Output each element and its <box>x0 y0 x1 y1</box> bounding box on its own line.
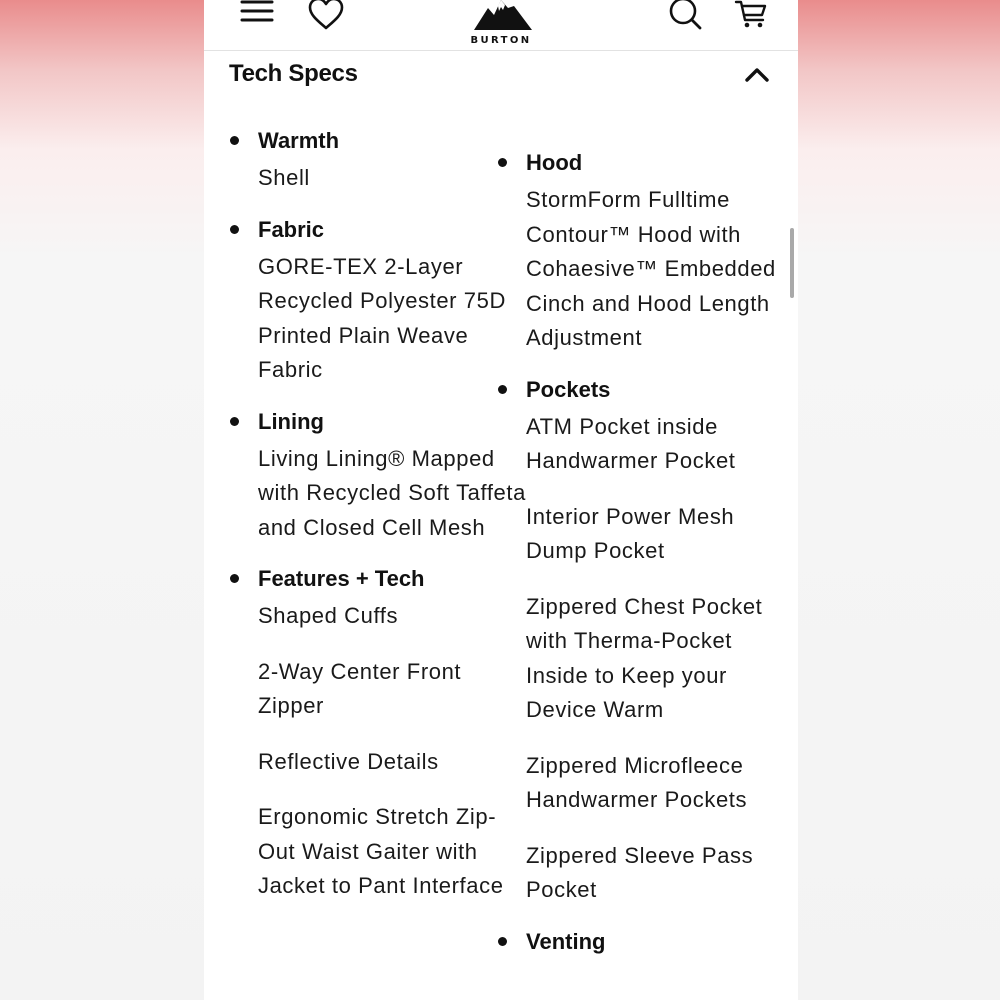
burton-mountain-logo-icon <box>474 0 532 34</box>
burton-logo[interactable] <box>468 0 538 50</box>
spec-label: Lining <box>258 407 528 437</box>
spec-label: Features + Tech <box>258 564 528 594</box>
header-bar <box>204 0 798 51</box>
spec-value: ATM Pocket inside Handwarmer Pocket <box>526 413 736 473</box>
spec-label: Pockets <box>526 375 796 405</box>
spec-label: Fabric <box>258 215 528 245</box>
spec-group <box>258 126 528 196</box>
spec-value: Reflective Details <box>258 748 439 774</box>
spec-group <box>258 407 528 546</box>
spec-group <box>258 564 528 904</box>
spec-value: StormForm Fulltime Contour™ Hood with Cohaesive™ Embedded Cinch and Hood Length Adjustment <box>526 187 776 350</box>
spec-label: Venting <box>526 927 796 957</box>
spec-group <box>258 215 528 388</box>
spec-value: 2-Way Center Front Zipper <box>258 658 462 718</box>
menu-icon[interactable] <box>240 0 274 29</box>
cart-icon[interactable] <box>734 0 770 35</box>
spec-value: GORE-TEX 2-Layer Recycled Polyester 75D Printed Plain Weave Fabric <box>258 253 506 382</box>
spec-group <box>526 927 796 957</box>
brand-wordmark: BURTON <box>470 35 532 46</box>
spec-label: Warmth <box>258 126 528 156</box>
spec-value: Living Lining® Mapped with Recycled Soft Taffeta and Closed Cell Mesh <box>258 445 526 540</box>
search-icon[interactable] <box>668 0 704 35</box>
scrollbar-thumb[interactable] <box>790 228 794 298</box>
spec-value: Shaped Cuffs <box>258 603 399 628</box>
spec-value: Zippered Chest Pocket with Therma-Pocket Inside to Keep your Device Warm <box>526 593 763 722</box>
spec-value: Shell <box>258 165 310 190</box>
spec-value: Ergonomic Stretch Zip-Out Waist Gaiter with Jacket to Pant Interface <box>258 804 504 898</box>
spec-value: Zippered Microfleece Handwarmer Pockets <box>526 752 748 812</box>
specs-column-right <box>526 148 796 976</box>
spec-value: Zippered Sleeve Pass Pocket <box>526 842 754 902</box>
product-page <box>204 0 798 1000</box>
spec-group <box>526 148 796 356</box>
spec-group <box>526 375 796 908</box>
spec-label: Hood <box>526 148 796 178</box>
collapse-button[interactable] <box>740 60 774 90</box>
specs-column-left <box>258 126 528 923</box>
section-title: Tech Specs <box>229 60 358 87</box>
spec-value: Interior Power Mesh Dump Pocket <box>526 503 735 563</box>
chevron-up-icon <box>740 60 774 90</box>
heart-icon[interactable] <box>308 0 344 35</box>
